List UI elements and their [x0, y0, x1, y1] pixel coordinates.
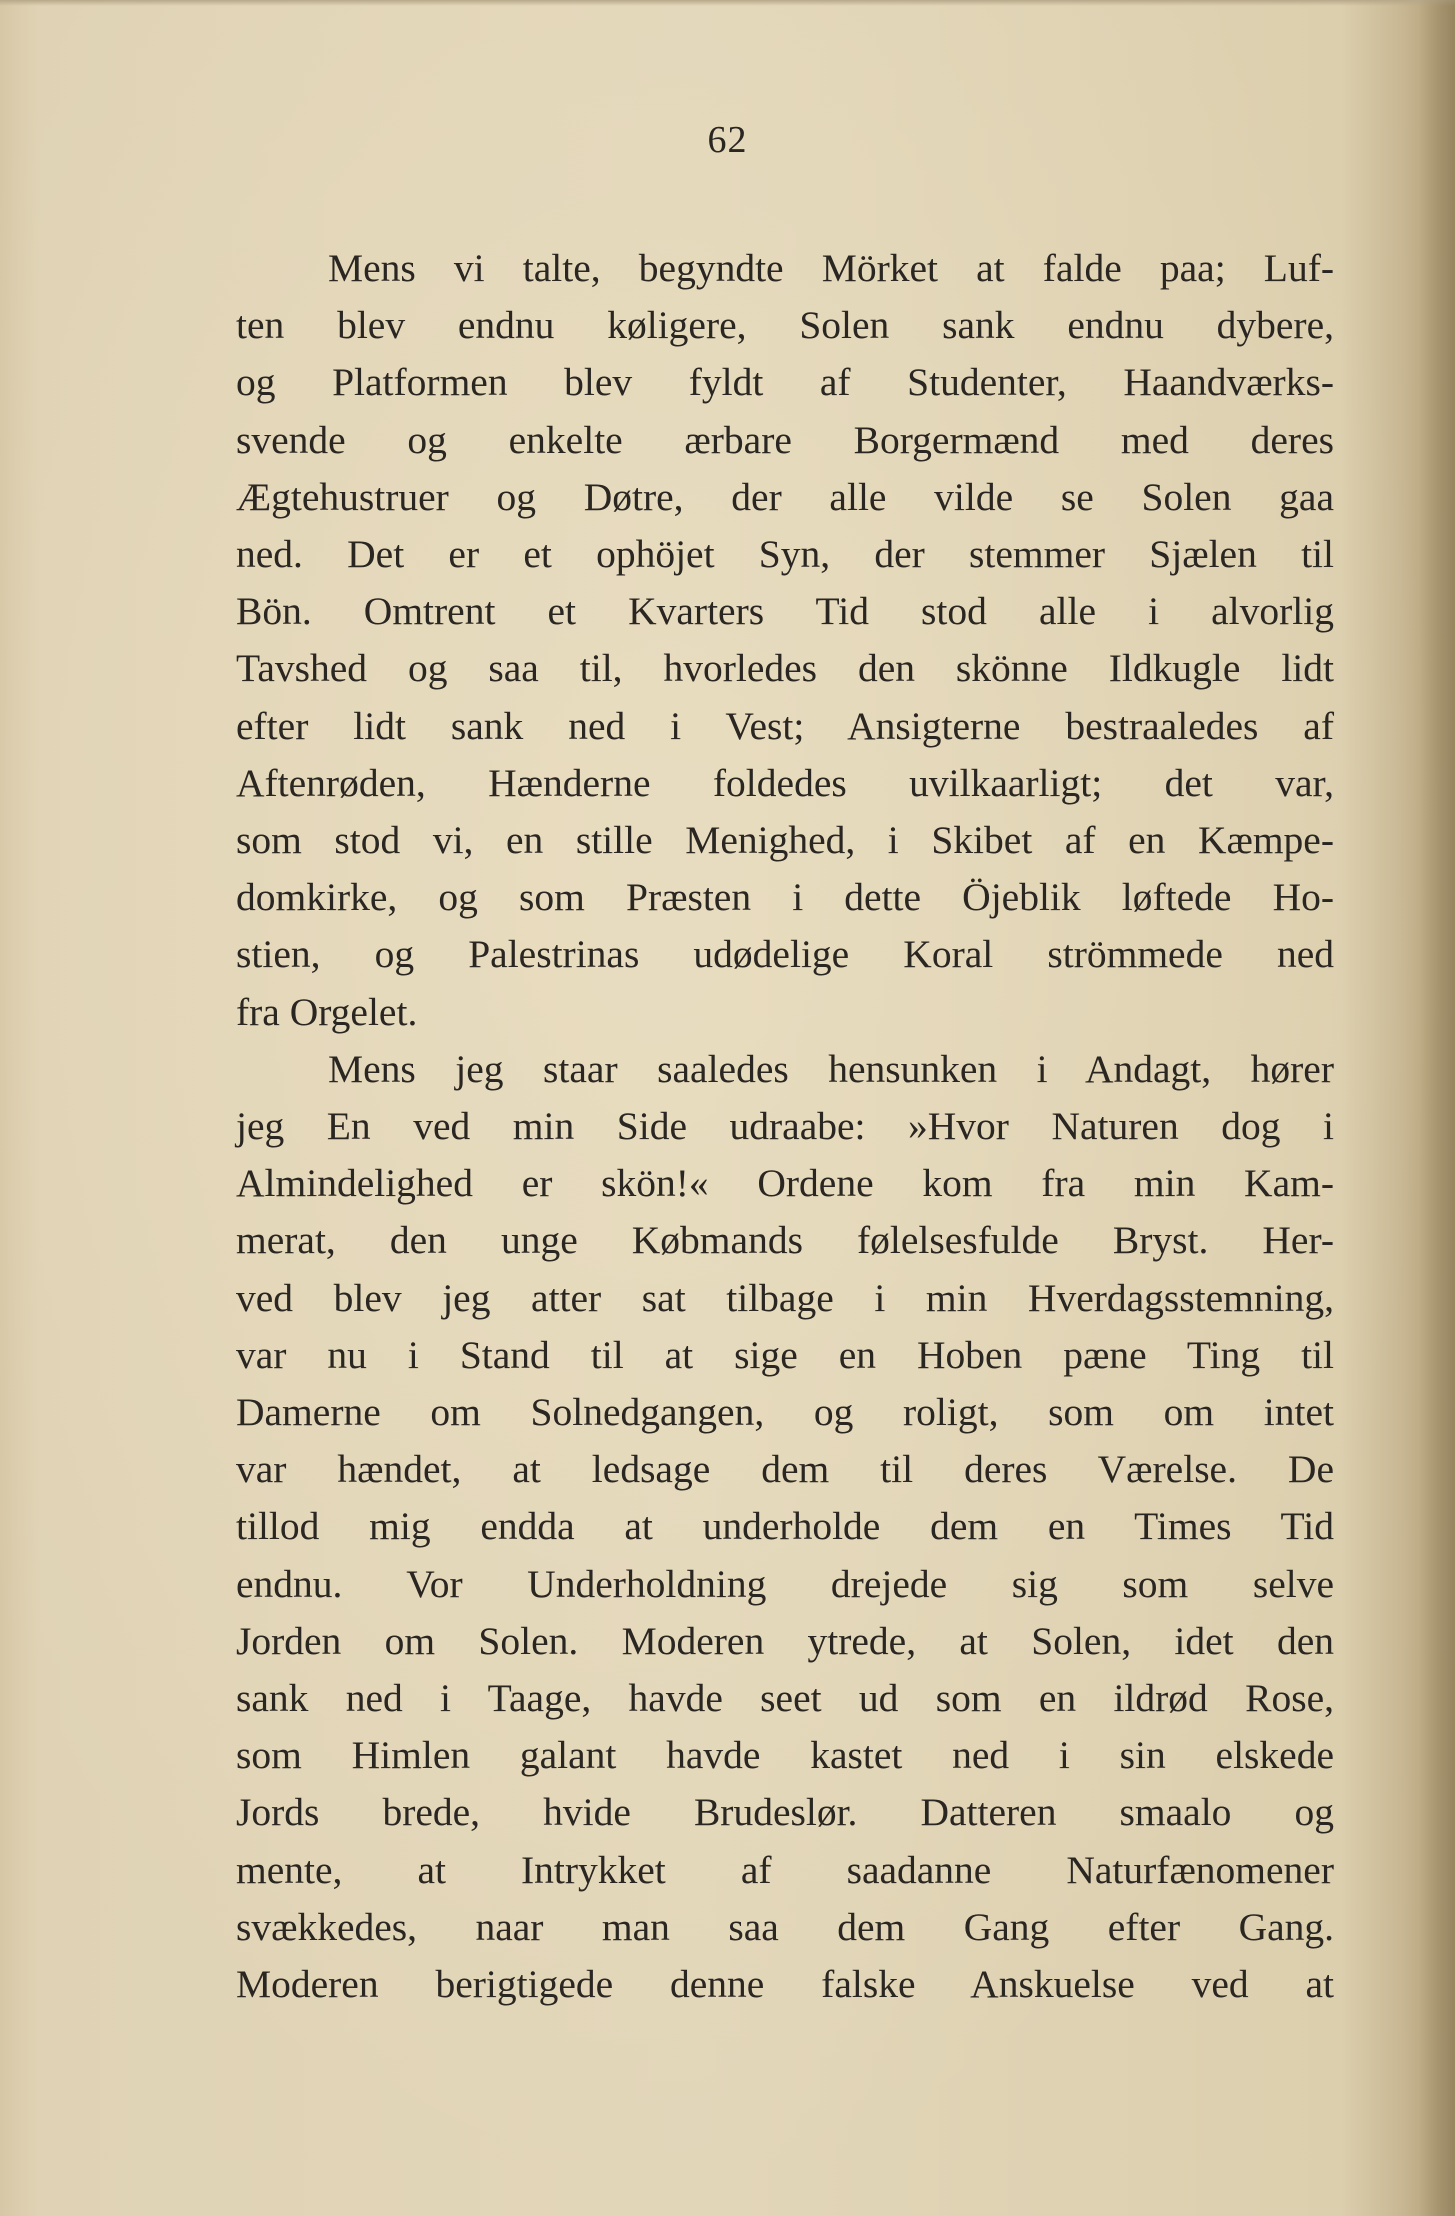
text-line: Aftenrøden, Hænderne foldedes uvilkaarligt; det var, — [236, 760, 1334, 805]
text-line: ned. Det er et ophöjet Syn, der stemmer Sjælen til — [236, 532, 1334, 577]
text-line: Damerne om Solnedgangen, og roligt, som om intet — [236, 1390, 1334, 1435]
text-line: fra Orgelet. — [236, 989, 418, 1034]
text-line: merat, den unge Købmands følelsesfulde Bryst. Her- — [236, 1218, 1334, 1263]
page-number: 62 — [707, 119, 748, 161]
text-line: ten blev endnu køligere, Solen sank endnu dybere, — [236, 303, 1334, 348]
text-line: og Platformen blev fyldt af Studenter, Haandværks- — [236, 360, 1334, 405]
text-line: sank ned i Taage, havde seet ud som en ildrød Rose, — [236, 1676, 1334, 1721]
text-line: Mens vi talte, begyndte Mörket at falde paa; Luf- — [328, 246, 1334, 290]
page-top-edge — [0, 0, 1455, 6]
text-line: Jords brede, hvide Brudeslør. Datteren smaalo og — [236, 1790, 1334, 1835]
text-line: var nu i Stand til at sige en Hoben pæne Ting til — [236, 1332, 1334, 1377]
text-line: stien, og Palestrinas udødelige Koral strömmede ned — [236, 932, 1334, 977]
text-line: Moderen berigtigede denne falske Anskuelse ved at — [236, 1962, 1334, 2007]
text-line: Ægtehustruer og Døtre, der alle vilde se Solen gaa — [236, 474, 1334, 519]
text-line: som stod vi, en stille Menighed, i Skibet af en Kæmpe- — [236, 818, 1334, 863]
text-line: jeg En ved min Side udraabe: »Hvor Naturen dog i — [236, 1104, 1334, 1149]
text-line: domkirke, og som Præsten i dette Öjeblik løftede Ho- — [236, 875, 1334, 920]
page-binding-shadow — [1419, 0, 1455, 2216]
text-line: Tavshed og saa til, hvorledes den skönne Ildkugle lidt — [236, 646, 1334, 691]
text-line: var hændet, at ledsage dem til deres Værelse. De — [236, 1447, 1334, 1492]
text-line: Bön. Omtrent et Kvarters Tid stod alle i alvorlig — [236, 589, 1334, 634]
text-line: svende og enkelte ærbare Borgermænd med deres — [236, 417, 1334, 462]
text-line: Jorden om Solen. Moderen ytrede, at Solen, idet den — [236, 1618, 1334, 1663]
text-line: Mens jeg staar saaledes hensunken i Andagt, hører — [328, 1046, 1334, 1091]
text-line: mente, at Intrykket af saadanne Naturfænomener — [236, 1847, 1334, 1892]
text-line: tillod mig endda at underholde dem en Times Tid — [236, 1504, 1334, 1549]
body-text — [236, 240, 1334, 2013]
text-line: Almindelighed er skön!« Ordene kom fra min Kam- — [236, 1161, 1334, 1206]
text-line: som Himlen galant havde kastet ned i sin elskede — [236, 1733, 1334, 1778]
text-line: ved blev jeg atter sat tilbage i min Hverdagsstemning, — [236, 1275, 1334, 1320]
text-line: endnu. Vor Underholdning drejede sig som selve — [236, 1561, 1334, 1606]
text-line: efter lidt sank ned i Vest; Ansigterne bestraaledes af — [236, 703, 1334, 748]
text-line: svækkedes, naar man saa dem Gang efter Gang. — [236, 1904, 1334, 1949]
